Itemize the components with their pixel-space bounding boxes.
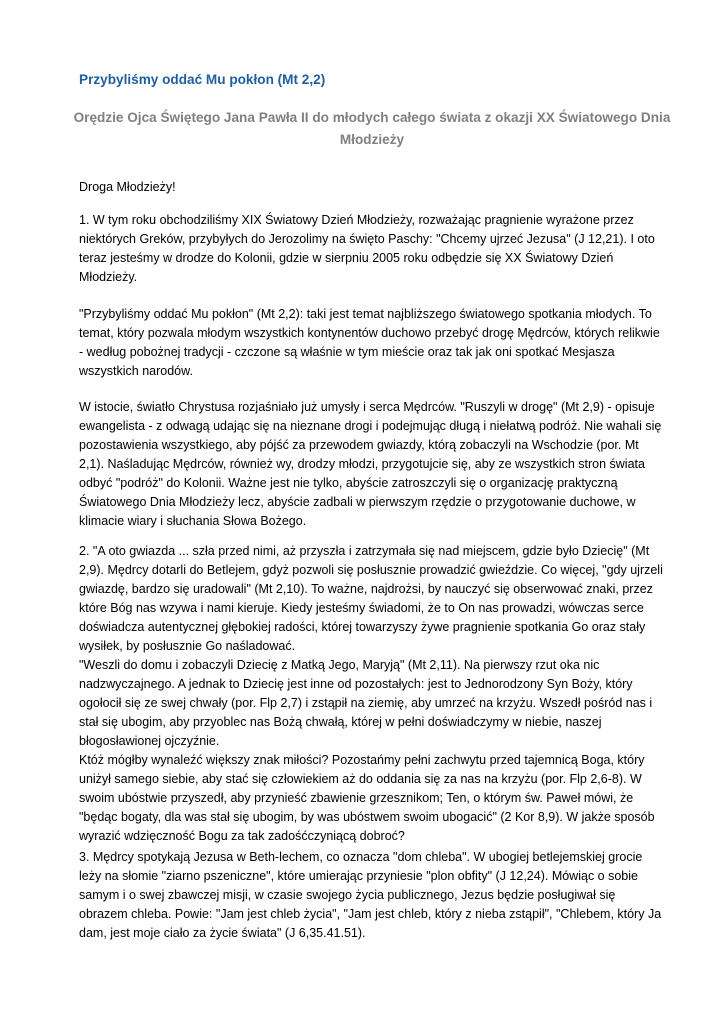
paragraph-line: stał się ubogim, aby przyoblec nas Bożą chwałą, której w pełni doświadczymy w niebie, naszej (79, 715, 602, 729)
paragraph-line: 2,9). Mędrcy dotarli do Betlejem, gdyż pozwoli się posłusznie prowadzić gwieździe. Co więcej, "gdy ujrzeli (79, 563, 663, 577)
paragraph-line: Światowego Dnia Młodzieży lecz, abyście zadbali w pierwszym rzędzie o przygotowanie duchowe, w (79, 495, 636, 509)
paragraph-line: ogołocił się ze swej chwały (por. Flp 2,7) i zstąpił na ziemię, aby umrzeć na krzyżu. Wszedł pośród nas i (79, 696, 653, 710)
paragraph-line: które Bóg nas wzywa i nami kieruje. Kiedy jesteśmy świadomi, że to On nas prowadzi, wówczas serce (79, 601, 644, 615)
paragraph-line: wysiłek, by posłusznie Go naśladować. (79, 639, 296, 653)
paragraph-line: pozostawienia wszystkiego, aby pójść za przewodem gwiazdy, którą zobaczyli na Wschodzie (por. Mt (79, 438, 639, 452)
paragraph-line: samym i o swej zbawczej misji, w czasie swojego życia publicznego, Jezus będzie posługiwał się (79, 888, 616, 902)
paragraph-line: 2,1). Naśladując Mędrców, również wy, drodzy młodzi, przygotujcie się, aby ze wszystkich stron świata (79, 457, 645, 471)
document-subtitle: Orędzie Ojca Świętego Jana Pawła II do młodych całego świata z okazji XX Światowego Dnia Młodzieży (73, 110, 671, 147)
paragraph-line: teraz jesteśmy w drodze do Kolonii, gdzie w sierpniu 2005 roku odbędzie się XX Światowy Dzień (79, 251, 614, 265)
paragraph-line: klimacie wiary i słuchania Słowa Bożego. (79, 514, 307, 528)
document-title: Przybyliśmy oddać Mu pokłon (Mt 2,2) (79, 72, 326, 87)
paragraph-line: wyrazić wdzięczność Bogu za tak zadośćczyniącą dobroć? (79, 829, 405, 843)
paragraph-line: - według pobożnej tradycji - czczone są właśnie w tym mieście oraz tak jak oni spotkać Mesjasza (79, 345, 615, 359)
paragraph-line: 3. Mędrcy spotykają Jezusa w Beth-lechem, co oznacza "dom chleba". W ubogiej betlejemskiej grocie (79, 850, 643, 864)
paragraph-line: wszystkich narodów. (79, 364, 193, 378)
greeting: Droga Młodzieży! (79, 180, 176, 194)
paragraph-line: "Weszli do domu i zobaczyli Dziecię z Matką Jego, Maryją" (Mt 2,11). Na pierwszy rzut oka nic (79, 658, 600, 672)
paragraph-line: 2. "A oto gwiazda ... szła przed nimi, aż przyszła i zatrzymała się nad miejscem, gdzie było Dziecię" (Mt (79, 544, 650, 558)
paragraph-line: W istocie, światło Chrystusa rozjaśniało już umysły i serca Mędrców. "Ruszyli w drogę" (Mt 2,9) - opisuje (79, 400, 655, 414)
paragraph-line: dam, jest moje ciało za życie świata" (J 6,35.41.51). (79, 926, 366, 940)
paragraph-line: "Przybyliśmy oddać Mu pokłon" (Mt 2,2): taki jest temat najbliższego światowego spotkania młodych. To (79, 307, 652, 321)
paragraph-5 (79, 848, 662, 943)
paragraph-line: "będąc bogaty, dla was stał się ubogim, by was ubóstwem swoim ubogacić" (2 Kor 8,9). W jakże sposób (79, 810, 655, 824)
paragraph-line: leży na słomie "ziarno pszeniczne", które umierając przyniesie "plon obfity" (J 12,24). Mówiąc o sobie (79, 869, 638, 883)
paragraph-3 (79, 398, 662, 531)
paragraph-line: niektórych Greków, przybyłych do Jerozolimy na święto Paschy: "Chcemy ujrzeć Jezusa" (J 12,21). I oto (79, 232, 655, 246)
paragraph-line: Któż mógłby wynaleźć większy znak miłości? Pozostańmy pełni zachwytu przed tajemnicą Boga, który (79, 753, 645, 767)
paragraph-line: gwiazdę, bardzo się uradowali" (Mt 2,10). To ważne, najdrożsi, by nauczyć się obserwować znaki, przez (79, 582, 653, 596)
paragraph-line: 1. W tym roku obchodziliśmy XIX Światowy Dzień Młodzieży, rozważając pragnienie wyrażone przez (79, 213, 634, 227)
paragraph-line: błogosławionej ojczyźnie. (79, 734, 220, 748)
paragraph-line: doświadcza autentycznej głębokiej radości, której towarzyszy żywe pragnienie spotkania Go oraz stały (79, 620, 646, 634)
paragraph-line: Młodzieży. (79, 270, 138, 284)
paragraph-line: swoim ubóstwie przyszedł, aby przynieść zbawienie grzesznikom; Ten, o którym św. Paweł mówi, że (79, 791, 634, 805)
paragraph-line: obrazem chleba. Powie: "Jam jest chleb życia", "Jam jest chleb, który z nieba zstąpił", "Chlebem, który Ja (79, 907, 662, 921)
paragraph-line: odbyć "podróż" do Kolonii. Ważne jest nie tylko, abyście zatroszczyli się o organizację praktyczną (79, 476, 618, 490)
paragraph-line: temat, który pozwala młodym wszystkich kontynentów duchowo przebyć drogę Mędrców, których relikwie (79, 326, 660, 340)
paragraph-line: nadzwyczajnego. A jednak to Dziecię jest inne od pozostałych: jest to Jednorodzony Syn Boży, który (79, 677, 633, 691)
paragraph-line: uniżył samego siebie, aby stać się człowiekiem aż do oddania się za nas na krzyżu (por. Flp 2,6-8). W (79, 772, 642, 786)
paragraph-4 (79, 542, 663, 846)
paragraph-line: ewangelista - z odwagą udając się na nieznane drogi i podejmując długą i niełatwą podróż. Nie wahali się (79, 419, 662, 433)
paragraph-1 (79, 211, 655, 287)
paragraph-2 (79, 305, 660, 381)
